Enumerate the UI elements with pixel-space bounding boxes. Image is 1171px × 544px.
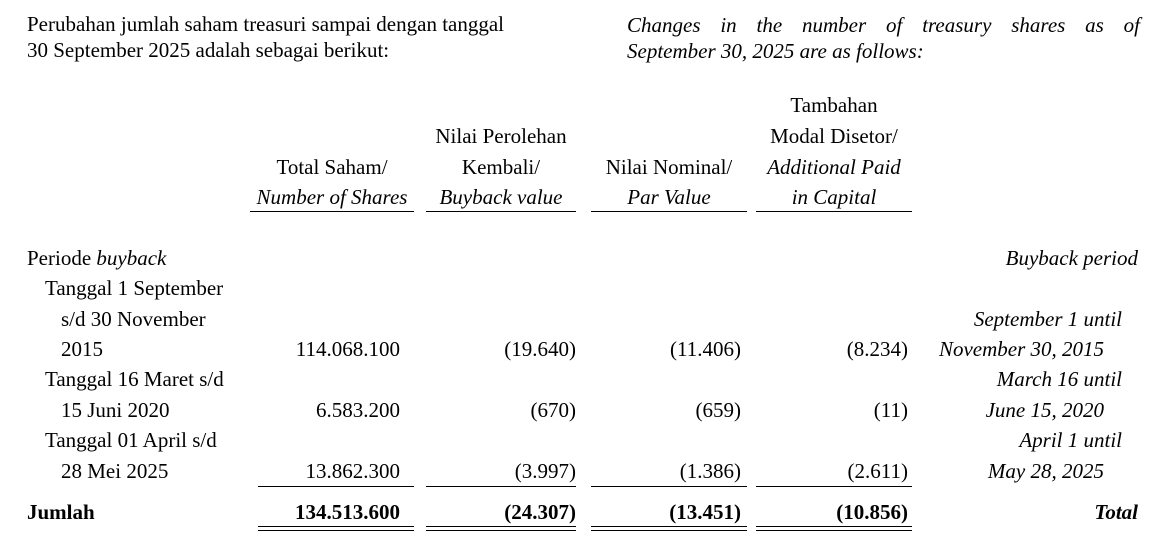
row3-apic: (2.611) [847, 459, 908, 483]
subtotal-underline-par [591, 486, 747, 487]
intro-id-line2: 30 September 2025 adalah sebagai berikut: [27, 38, 390, 62]
row3-desc-id-line2: 28 Mei 2025 [61, 459, 169, 483]
section-label-id-prefix: Periode [27, 246, 97, 270]
header-buyback-id2: Kembali/ [461, 155, 541, 179]
subtotal-underline-buyback [426, 486, 576, 487]
total-double-underline-buyback [426, 526, 576, 531]
header-buyback-id1: Nilai Perolehan [435, 124, 567, 148]
total-buyback: (24.307) [504, 500, 576, 524]
row1-shares: 114.068.100 [295, 337, 400, 361]
header-apic-en1: Additional Paid [767, 155, 901, 179]
row3-shares: 13.862.300 [305, 459, 400, 483]
row2-desc-en-line1: March 16 until [996, 367, 1122, 391]
row2-shares: 6.583.200 [316, 398, 400, 422]
row1-desc-id-line3: 2015 [61, 337, 103, 361]
row1-par: (11.406) [670, 337, 741, 361]
row2-apic: (11) [873, 398, 908, 422]
row3-buyback: (3.997) [514, 459, 576, 483]
row3-desc-en-line1: April 1 until [1019, 428, 1122, 452]
row2-desc-id-line1: Tanggal 16 Maret s/d [45, 367, 224, 391]
header-apic-id1: Tambahan [790, 93, 878, 117]
total-label-en: Total [1094, 500, 1138, 524]
section-label-id-italic: buyback [96, 246, 167, 270]
header-shares-id: Total Saham/ [276, 155, 388, 179]
header-buyback-en: Buyback value [439, 185, 563, 209]
intro-id-line1: Perubahan jumlah saham treasuri sampai dengan tanggal [27, 12, 505, 36]
header-par-id: Nilai Nominal/ [605, 155, 733, 179]
total-apic: (10.856) [836, 500, 908, 524]
row3-par: (1.386) [679, 459, 741, 483]
row2-par: (659) [695, 398, 741, 422]
subtotal-underline-apic [756, 486, 912, 487]
header-apic-underline [756, 211, 912, 212]
row1-desc-en-line2: November 30, 2015 [938, 337, 1104, 361]
total-double-underline-par [591, 526, 747, 531]
row1-desc-en-line1: September 1 until [973, 307, 1122, 331]
total-double-underline-apic [756, 526, 912, 531]
section-label-en: Buyback period [1005, 246, 1138, 270]
header-par-en: Par Value [627, 185, 711, 209]
total-shares: 134.513.600 [295, 500, 400, 524]
header-apic-id2: Modal Disetor/ [770, 124, 898, 148]
row2-desc-id-line2: 15 Juni 2020 [61, 398, 170, 422]
total-par: (13.451) [669, 500, 741, 524]
row1-desc-id-line2: s/d 30 November [61, 307, 206, 331]
intro-en-line1: Changes in the number of treasury shares as of [627, 13, 1140, 37]
subtotal-underline-shares [258, 486, 414, 487]
total-double-underline-shares [258, 526, 414, 531]
header-buyback-underline [426, 211, 576, 212]
header-apic-en2: in Capital [791, 185, 877, 209]
total-label-id: Jumlah [27, 500, 95, 524]
header-par-underline [591, 211, 747, 212]
header-shares-underline [250, 211, 414, 212]
intro-en [627, 12, 1140, 64]
row3-desc-en-line2: May 28, 2025 [987, 459, 1104, 483]
intro-en-line2: September 30, 2025 are as follows: [627, 39, 924, 63]
row2-desc-en-line2: June 15, 2020 [985, 398, 1104, 422]
row1-apic: (8.234) [846, 337, 908, 361]
row1-buyback: (19.640) [504, 337, 576, 361]
row2-buyback: (670) [530, 398, 576, 422]
row3-desc-id-line1: Tanggal 01 April s/d [45, 428, 217, 452]
row1-desc-id-line1: Tanggal 1 September [45, 276, 224, 300]
header-shares-en: Number of Shares [256, 185, 408, 209]
section-label-id [27, 246, 166, 270]
